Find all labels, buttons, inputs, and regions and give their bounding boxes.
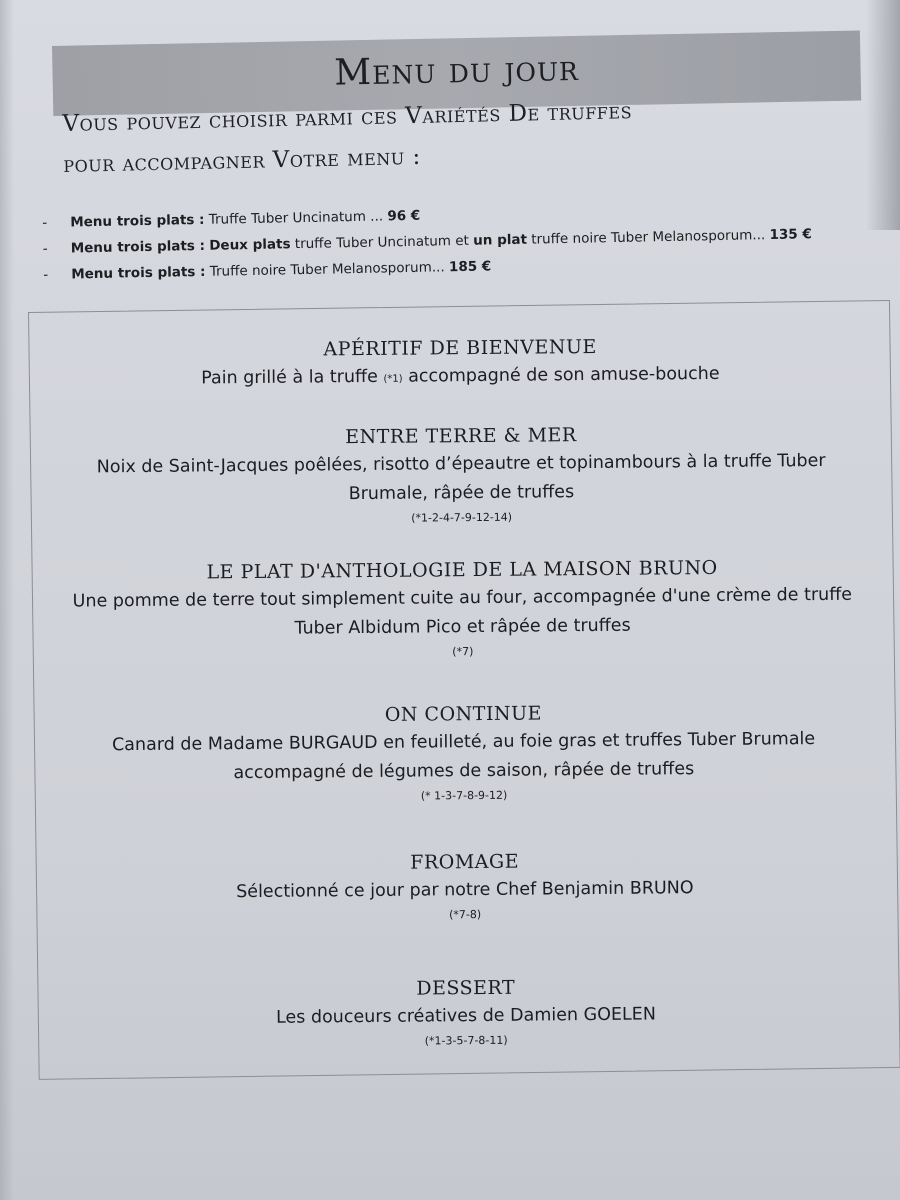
course-allergens: (*7)	[452, 645, 474, 659]
option-price: 96 €	[387, 207, 421, 225]
truffle-options-list	[42, 194, 873, 288]
option-text: Truffe noire Tuber Melanosporum...	[209, 259, 445, 280]
intro-line-2: pour accompagner Votre menu :	[63, 143, 422, 178]
option-label: Menu trois plats :	[70, 237, 206, 257]
menu-title: Menu du jour	[333, 47, 580, 94]
option-dash: -	[43, 266, 49, 283]
course-entree	[21, 418, 900, 532]
option-text-bold: un plat	[473, 231, 528, 249]
course-title: LE PLAT D'ANTHOLOGIE DE LA MAISON BRUNO	[206, 556, 718, 584]
course-fromage	[25, 844, 900, 929]
course-description-line: accompagné de légumes de saison, râpée de truffes	[233, 759, 695, 784]
course-allergens: (*1-2-4-7-9-12-14)	[411, 510, 513, 525]
course-allergens: (* 1-3-7-8-9-12)	[420, 788, 508, 803]
course-aperitif	[20, 330, 900, 397]
option-dash: -	[42, 240, 48, 257]
course-title: DESSERT	[416, 976, 516, 1000]
option-text: truffe Tuber Uncinatum et	[294, 232, 470, 253]
course-plat-anthologie	[22, 552, 900, 666]
course-description-line: Une pomme de terre tout simplement cuite au four, accompagnée d'une crème de truffe	[72, 584, 853, 612]
course-title: FROMAGE	[410, 850, 520, 874]
option-label: Menu trois plats :	[71, 263, 206, 283]
course-description-line: Sélectionné ce jour par notre Chef Benjamin BRUNO	[236, 878, 694, 903]
courses-frame	[28, 300, 900, 1080]
allergen-mark: (*1)	[383, 373, 403, 385]
intro-text	[62, 87, 824, 186]
option-text: truffe noire Tuber Melanosporum...	[531, 227, 766, 248]
course-description-line: Brumale, râpée de truffes	[348, 482, 575, 505]
option-dash: -	[42, 214, 48, 231]
course-description-line: Noix de Saint-Jacques poêlées, risotto d’épeautre et topinambours à la truffe Tuber	[96, 450, 826, 478]
course-title: ENTRE TERRE & MER	[345, 424, 577, 449]
option-price: 135 €	[769, 226, 812, 244]
option-text: Truffe Tuber Uncinatum ...	[208, 208, 384, 228]
option-price: 185 €	[448, 258, 492, 276]
course-title: APÉRITIF DE BIENVENUE	[323, 335, 597, 361]
option-label: Menu trois plats :	[70, 211, 205, 231]
course-title: ON CONTINUE	[384, 702, 543, 726]
course-desc-text: Pain grillé à la truffe	[201, 366, 378, 389]
intro-line-1: Vous pouvez choisir parmi ces Variétés De truffes	[62, 98, 633, 137]
course-description-line: Tuber Albidum Pico et râpée de truffes	[294, 615, 631, 639]
course-allergens: (*7-8)	[449, 907, 482, 922]
course-dessert	[26, 970, 900, 1055]
course-desc-text: accompagné de son amuse-bouche	[408, 363, 720, 387]
course-allergens: (*1-3-5-7-8-11)	[424, 1033, 508, 1048]
option-text-bold: Deux plats	[209, 236, 291, 254]
page-left-shadow	[0, 0, 14, 1200]
course-description-line: Les douceurs créatives de Damien GOELEN	[275, 1004, 656, 1028]
course-description-line: Canard de Madame BURGAUD en feuilleté, au foie gras et truffes Tuber Brumale	[111, 729, 816, 756]
course-on-continue	[23, 696, 900, 810]
